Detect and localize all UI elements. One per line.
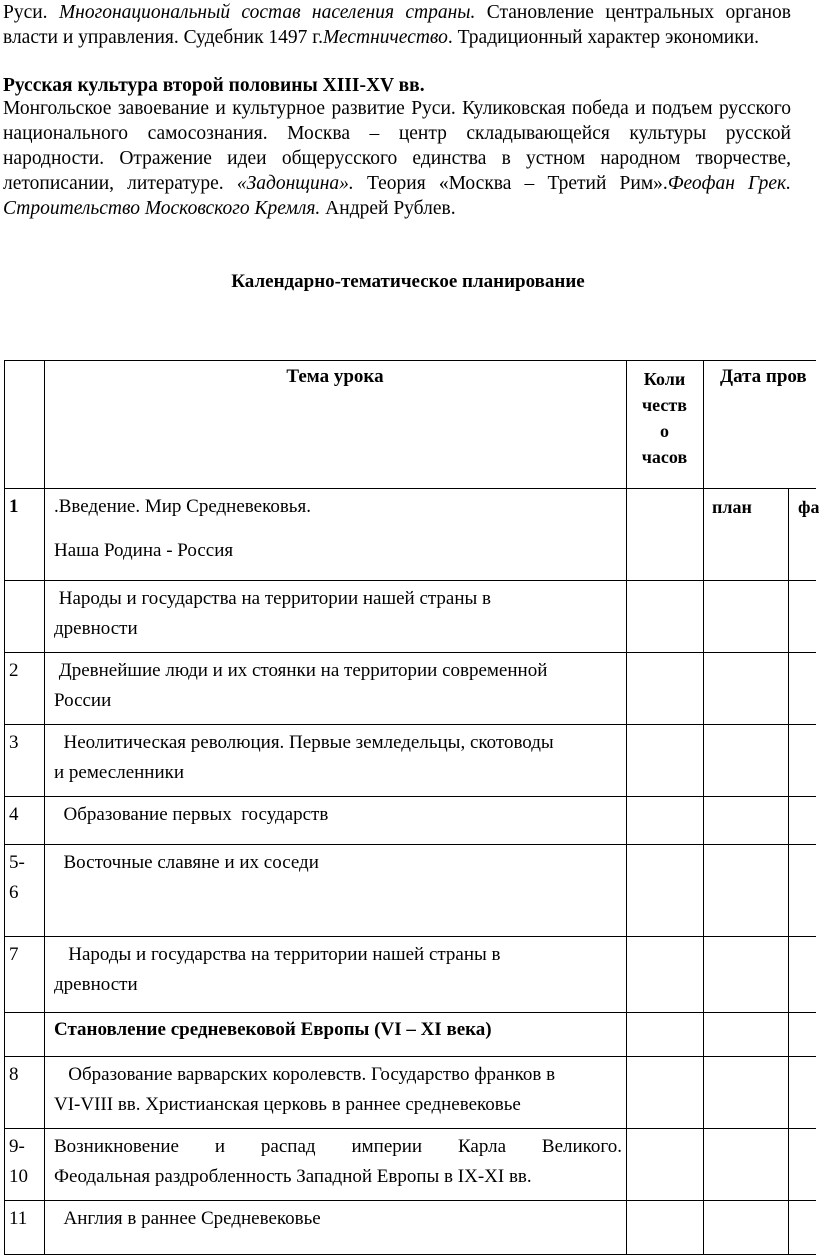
page-title: Календарно-тематическое планирование <box>231 271 585 292</box>
lesson-topic-line: Феодальная раздробленность Западной Европы в IX-XI вв. <box>54 1166 532 1187</box>
row-number: 11 <box>9 1208 28 1229</box>
culture-text-3: Андрей Рублев. <box>320 198 456 219</box>
intro-paragraph <box>3 0 791 50</box>
lesson-topic <box>54 1132 622 1192</box>
lesson-topic <box>54 1060 622 1120</box>
intro-italic-2: Местничество <box>322 27 448 48</box>
header-hours <box>626 366 703 470</box>
intro-text-2: Становление центральных органов власти и управления. Судебник 1497 г. <box>3 2 792 48</box>
header-date: Дата пров <box>720 366 807 387</box>
row-number <box>9 1132 41 1192</box>
lesson-topic-line: .Введение. Мир Средневековья. <box>54 496 311 517</box>
row-number-line: 6 <box>9 882 19 903</box>
header-hours-line: Коли <box>643 369 686 389</box>
header-topic: Тема урока <box>286 366 384 387</box>
lesson-topic <box>54 656 622 716</box>
row-divider <box>4 1056 816 1057</box>
row-divider <box>4 1200 816 1201</box>
row-divider <box>4 724 816 725</box>
table-border-top <box>4 360 816 361</box>
section-row: Становление средневековой Европы (VI – XI века) <box>54 1019 492 1040</box>
subheader-plan: план <box>712 497 752 517</box>
culture-italic-1: «Задонщина». <box>236 173 354 194</box>
lesson-topic: Восточные славяне и их соседи <box>54 852 319 873</box>
lesson-topic-line: Неолитическая революция. Первые земледельцы, скотоводы <box>54 732 554 753</box>
row-divider <box>4 652 816 653</box>
row-divider <box>4 580 816 581</box>
culture-paragraph <box>3 96 791 221</box>
culture-text-2: Теория «Москва – Третий Рим». <box>353 173 668 194</box>
row-number: 3 <box>9 732 19 753</box>
lesson-topic-line: древности <box>54 974 138 995</box>
col-border <box>703 360 704 1255</box>
lesson-topic <box>54 492 622 566</box>
row-number-line: 9- <box>9 1136 25 1157</box>
lesson-topic: Образование первых государств <box>54 804 329 825</box>
lesson-topic <box>54 728 622 788</box>
header-hours-line: о <box>660 421 669 441</box>
col-border <box>788 488 789 1255</box>
row-number: 1 <box>9 496 19 517</box>
lesson-topic-line: Возникновение и распад империи Карла Великого. <box>54 1136 622 1157</box>
lesson-topic-line: России <box>54 690 112 711</box>
row-number: 7 <box>9 944 19 965</box>
lesson-topic-line: древности <box>54 618 138 639</box>
section-heading: Русская культура второй половины XIII-XV вв. <box>3 75 425 96</box>
header-hours-line: часов <box>641 447 688 467</box>
row-number: 4 <box>9 804 19 825</box>
intro-text-1: Руси. <box>3 2 59 23</box>
lesson-topic-line: VI-VIII вв. Христианская церковь в раннее средневековье <box>54 1094 521 1115</box>
lesson-topic-line: Народы и государства на территории нашей страны в <box>54 944 501 965</box>
culture-italic-2: Феофан Грек. Строительство Московского Кремля. <box>3 173 792 219</box>
row-divider <box>4 488 816 489</box>
col-border <box>4 360 5 1255</box>
row-divider <box>4 936 816 937</box>
row-number-line: 10 <box>9 1166 28 1187</box>
row-number: 8 <box>9 1064 19 1085</box>
table-border-bottom <box>4 1254 816 1255</box>
lesson-topic: Англия в раннее Средневековье <box>54 1208 321 1229</box>
lesson-topic-line: Образование варварских королевств. Государство франков в <box>54 1064 556 1085</box>
col-border <box>626 360 627 1255</box>
lesson-topic-line: и ремесленники <box>54 762 185 783</box>
lesson-topic-line: Древнейшие люди и их стоянки на территории современной <box>54 660 548 681</box>
col-border <box>44 360 45 1255</box>
subheader-fact: фа <box>798 497 819 517</box>
row-number-line: 5- <box>9 852 25 873</box>
culture-text-1: Монгольское завоевание и культурное развитие Руси. Куликовская победа и подъем русского национального самосознания. Москва – центр складывающейся культуры русской народности. Отражение идеи общерусского единства в устном народном творчестве, летописании, литературе. <box>3 98 791 194</box>
row-number: 2 <box>9 660 19 681</box>
row-divider <box>4 844 816 845</box>
row-divider <box>4 796 816 797</box>
plan-table <box>0 360 819 1257</box>
intro-text-3: . Традиционный характер экономики. <box>447 27 760 48</box>
lesson-topic <box>54 584 622 644</box>
lesson-topic-line: Наша Родина - Россия <box>54 540 234 561</box>
row-divider <box>4 1012 816 1013</box>
row-divider <box>4 1128 816 1129</box>
header-hours-line: честв <box>642 395 687 415</box>
intro-italic-1: Многонациональный состав населения страны. <box>58 2 476 23</box>
row-number <box>9 848 41 908</box>
lesson-topic <box>54 940 622 1000</box>
lesson-topic-line: Народы и государства на территории нашей страны в <box>54 588 492 609</box>
